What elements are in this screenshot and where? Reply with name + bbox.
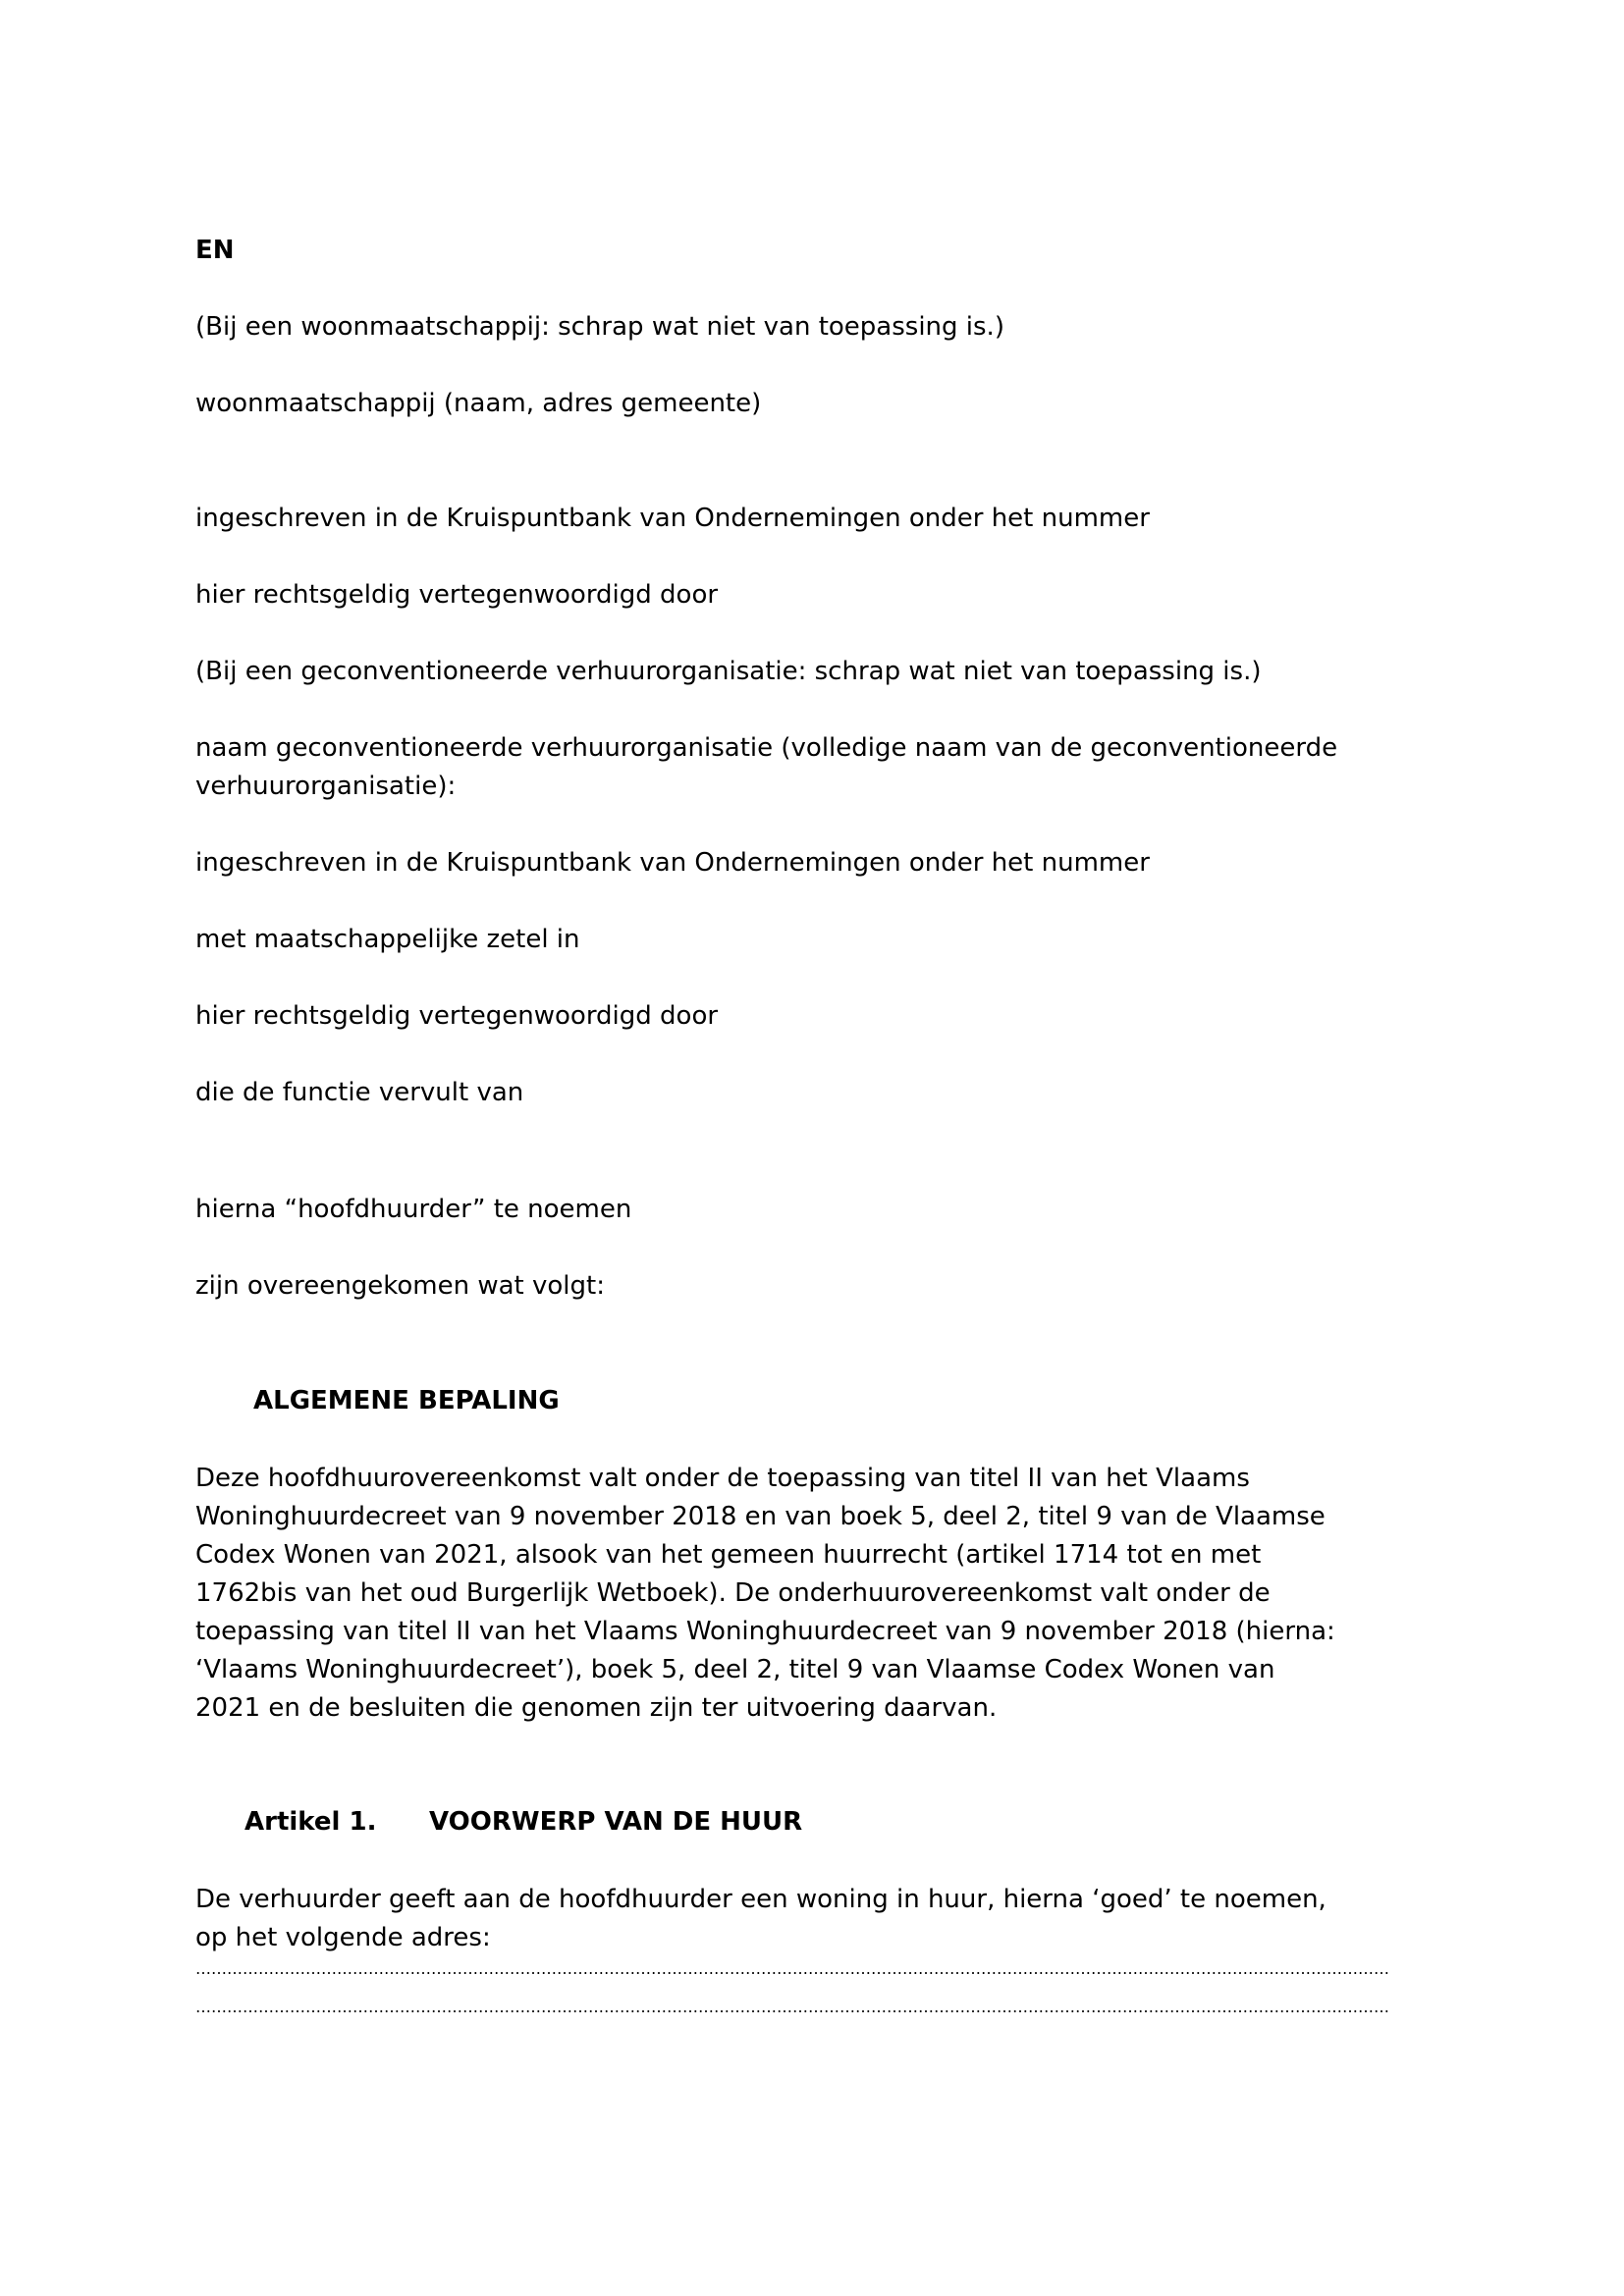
section-heading-artikel-1 bbox=[244, 1803, 802, 1842]
paragraph-line: ‘Vlaams Woninghuurdecreet’), boek 5, deel 2, titel 9 van Vlaamse Codex Wonen van bbox=[195, 1655, 1275, 1684]
representative-line: hier rechtsgeldig vertegenwoordigd door bbox=[195, 1001, 719, 1031]
paragraph-line: 2021 en de besluiten die genomen zijn ter uitvoering daarvan. bbox=[195, 1693, 998, 1723]
algemene-bepaling-paragraph bbox=[195, 1460, 1335, 1728]
geconventioneerde-name-line: verhuurorganisatie): bbox=[195, 772, 457, 801]
section-heading-algemene-bepaling: ALGEMENE BEPALING bbox=[253, 1386, 560, 1415]
paragraph-line: Deze hoofdhuurovereenkomst valt onder de toepassing van titel II van het Vlaams bbox=[195, 1464, 1250, 1493]
function-line: die de functie vervult van bbox=[195, 1078, 524, 1107]
woonmaatschappij-name-line: woonmaatschappij (naam, adres gemeente) bbox=[195, 389, 762, 418]
artikel-1-paragraph bbox=[195, 1881, 1326, 1957]
paragraph-line: op het volgende adres: bbox=[195, 1923, 491, 1952]
article-number: Artikel 1. bbox=[244, 1807, 377, 1837]
paragraph-line: Woninghuurdecreet van 9 november 2018 en van boek 5, deel 2, titel 9 van de Vlaamse bbox=[195, 1502, 1326, 1531]
kbo-number-line: ingeschreven in de Kruispuntbank van Ondernemingen onder het nummer bbox=[195, 848, 1150, 878]
agreement-intro: zijn overeengekomen wat volgt: bbox=[195, 1271, 605, 1301]
geconventioneerde-name-block bbox=[195, 729, 1337, 806]
geconventioneerde-note: (Bij een geconventioneerde verhuurorganisatie: schrap wat niet van toepassing is.) bbox=[195, 657, 1262, 686]
geconventioneerde-name-line: naam geconventioneerde verhuurorganisatie (volledige naam van de geconventioneerde bbox=[195, 733, 1338, 763]
woonmaatschappij-note: (Bij een woonmaatschappij: schrap wat niet van toepassing is.) bbox=[195, 312, 1004, 342]
article-title: VOORWERP VAN DE HUUR bbox=[429, 1807, 803, 1837]
paragraph-line: Codex Wonen van 2021, alsook van het gemeen huurrecht (artikel 1714 tot en met bbox=[195, 1540, 1262, 1570]
en-heading: EN bbox=[195, 236, 235, 265]
paragraph-line: toepassing van titel II van het Vlaams Woninghuurdecreet van 9 november 2018 (hierna: bbox=[195, 1617, 1335, 1646]
address-fill-line: ………………………………………………………………………………………………………………………………………………………………………………………………………… bbox=[195, 1959, 1389, 1978]
address-fill-line: ………………………………………………………………………………………………………………………………………………………………………………………………………… bbox=[195, 1998, 1389, 2016]
paragraph-line: De verhuurder geeft aan de hoofdhuurder een woning in huur, hierna ‘goed’ te noemen, bbox=[195, 1885, 1326, 1914]
paragraph-line: 1762bis van het oud Burgerlijk Wetboek). De onderhuurovereenkomst valt onder de bbox=[195, 1578, 1271, 1608]
kbo-number-line: ingeschreven in de Kruispuntbank van Ondernemingen onder het nummer bbox=[195, 504, 1150, 533]
representative-line: hier rechtsgeldig vertegenwoordigd door bbox=[195, 580, 719, 610]
hoofdhuurder-definition: hierna “hoofdhuurder” te noemen bbox=[195, 1195, 632, 1224]
registered-office-line: met maatschappelijke zetel in bbox=[195, 925, 580, 954]
